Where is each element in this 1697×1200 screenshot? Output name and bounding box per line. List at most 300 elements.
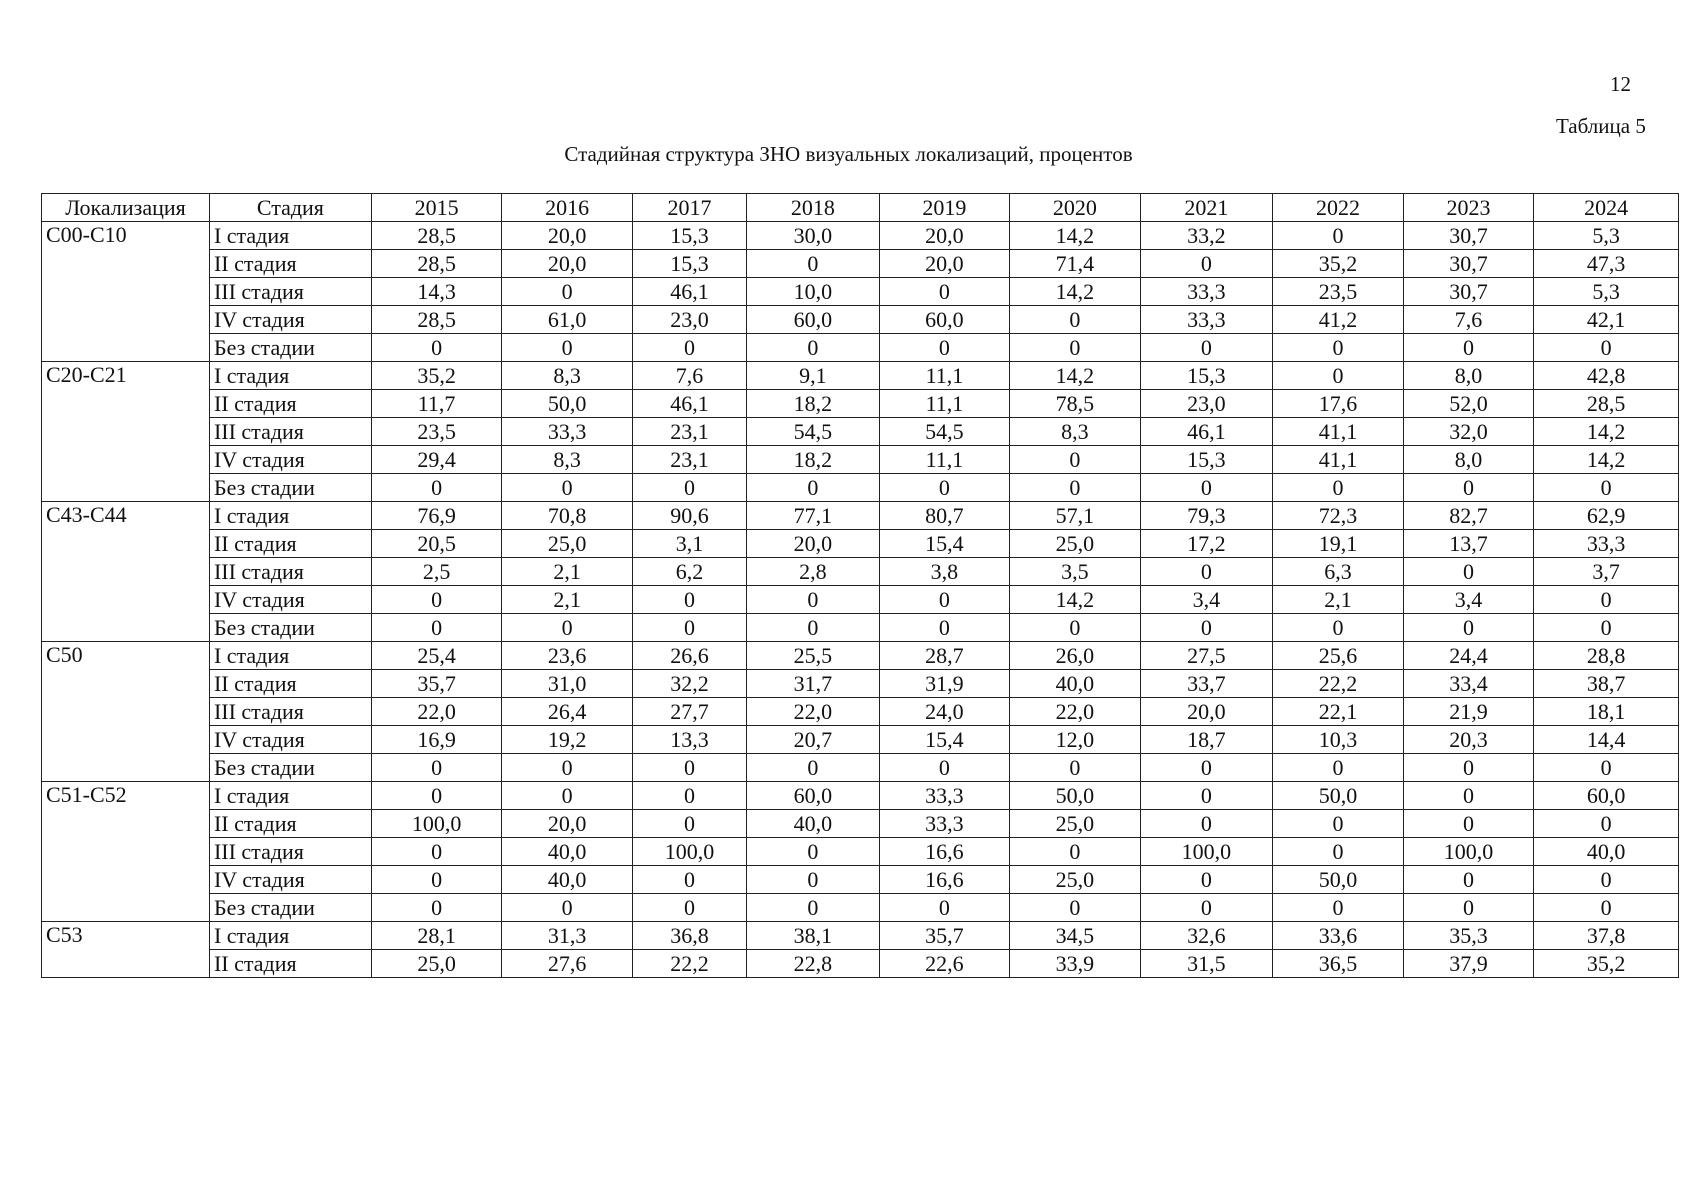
value-cell: 15,4 bbox=[879, 530, 1010, 558]
value-cell: 50,0 bbox=[1273, 782, 1404, 810]
value-cell: 28,5 bbox=[1534, 390, 1679, 418]
value-cell: 77,1 bbox=[747, 502, 880, 530]
page-number: 12 bbox=[1610, 72, 1631, 96]
stage-cell: Без стадии bbox=[209, 334, 371, 362]
value-cell: 0 bbox=[632, 586, 746, 614]
value-cell: 24,4 bbox=[1403, 642, 1534, 670]
value-cell: 36,8 bbox=[632, 922, 746, 950]
value-cell: 0 bbox=[632, 782, 746, 810]
value-cell: 60,0 bbox=[747, 782, 880, 810]
value-cell: 30,7 bbox=[1403, 222, 1534, 250]
value-cell: 14,2 bbox=[1010, 586, 1141, 614]
stage-cell: II стадия bbox=[209, 390, 371, 418]
value-cell: 15,3 bbox=[1140, 446, 1273, 474]
value-cell: 70,8 bbox=[502, 502, 633, 530]
stage-cell: II стадия bbox=[209, 670, 371, 698]
value-cell: 37,9 bbox=[1403, 950, 1534, 978]
value-cell: 0 bbox=[502, 782, 633, 810]
value-cell: 9,1 bbox=[747, 362, 880, 390]
value-cell: 35,7 bbox=[879, 922, 1010, 950]
stage-cell: I стадия bbox=[209, 362, 371, 390]
header-cell: 2017 bbox=[632, 194, 746, 222]
value-cell: 54,5 bbox=[747, 418, 880, 446]
header-cell: 2019 bbox=[879, 194, 1010, 222]
value-cell: 0 bbox=[632, 474, 746, 502]
table-row bbox=[42, 754, 1679, 782]
value-cell: 0 bbox=[1140, 894, 1273, 922]
value-cell: 0 bbox=[1534, 754, 1679, 782]
value-cell: 0 bbox=[1534, 334, 1679, 362]
stage-cell: II стадия bbox=[209, 810, 371, 838]
value-cell: 35,2 bbox=[371, 362, 502, 390]
value-cell: 0 bbox=[747, 894, 880, 922]
header-cell: 2022 bbox=[1273, 194, 1404, 222]
value-cell: 25,0 bbox=[1010, 866, 1141, 894]
stage-cell: III стадия bbox=[209, 698, 371, 726]
localization-cell: С51-С52 bbox=[42, 782, 210, 922]
value-cell: 20,0 bbox=[502, 250, 633, 278]
header-cell: Стадия bbox=[209, 194, 371, 222]
value-cell: 28,1 bbox=[371, 922, 502, 950]
value-cell: 100,0 bbox=[1403, 838, 1534, 866]
value-cell: 33,3 bbox=[502, 418, 633, 446]
value-cell: 0 bbox=[371, 614, 502, 642]
value-cell: 0 bbox=[1273, 754, 1404, 782]
value-cell: 22,6 bbox=[879, 950, 1010, 978]
value-cell: 50,0 bbox=[502, 390, 633, 418]
value-cell: 18,7 bbox=[1140, 726, 1273, 754]
stage-cell: IV стадия bbox=[209, 306, 371, 334]
value-cell: 18,2 bbox=[747, 390, 880, 418]
value-cell: 0 bbox=[747, 614, 880, 642]
value-cell: 7,6 bbox=[1403, 306, 1534, 334]
localization-cell: С00-С10 bbox=[42, 222, 210, 362]
value-cell: 11,1 bbox=[879, 446, 1010, 474]
value-cell: 17,6 bbox=[1273, 390, 1404, 418]
value-cell: 41,2 bbox=[1273, 306, 1404, 334]
table-body bbox=[42, 222, 1679, 978]
value-cell: 0 bbox=[1273, 614, 1404, 642]
value-cell: 20,0 bbox=[502, 222, 633, 250]
value-cell: 36,5 bbox=[1273, 950, 1404, 978]
value-cell: 25,6 bbox=[1273, 642, 1404, 670]
value-cell: 30,7 bbox=[1403, 250, 1534, 278]
stage-cell: IV стадия bbox=[209, 446, 371, 474]
value-cell: 15,3 bbox=[632, 222, 746, 250]
value-cell: 30,7 bbox=[1403, 278, 1534, 306]
localization-cell: С53 bbox=[42, 922, 210, 978]
value-cell: 2,5 bbox=[371, 558, 502, 586]
value-cell: 0 bbox=[1140, 474, 1273, 502]
value-cell: 27,5 bbox=[1140, 642, 1273, 670]
value-cell: 0 bbox=[1534, 810, 1679, 838]
stage-cell: IV стадия bbox=[209, 866, 371, 894]
stage-structure-table bbox=[41, 193, 1679, 978]
value-cell: 22,0 bbox=[1010, 698, 1141, 726]
value-cell: 0 bbox=[1140, 250, 1273, 278]
value-cell: 31,0 bbox=[502, 670, 633, 698]
value-cell: 7,6 bbox=[632, 362, 746, 390]
value-cell: 33,3 bbox=[1534, 530, 1679, 558]
value-cell: 8,0 bbox=[1403, 446, 1534, 474]
value-cell: 0 bbox=[1010, 334, 1141, 362]
value-cell: 0 bbox=[747, 586, 880, 614]
value-cell: 0 bbox=[879, 474, 1010, 502]
value-cell: 28,5 bbox=[371, 250, 502, 278]
table-row bbox=[42, 698, 1679, 726]
value-cell: 42,1 bbox=[1534, 306, 1679, 334]
value-cell: 0 bbox=[1010, 754, 1141, 782]
value-cell: 31,7 bbox=[747, 670, 880, 698]
value-cell: 0 bbox=[1010, 446, 1141, 474]
value-cell: 21,9 bbox=[1403, 698, 1534, 726]
value-cell: 0 bbox=[1140, 558, 1273, 586]
value-cell: 12,0 bbox=[1010, 726, 1141, 754]
stage-cell: I стадия bbox=[209, 922, 371, 950]
value-cell: 0 bbox=[1273, 474, 1404, 502]
table-row bbox=[42, 558, 1679, 586]
stage-cell: II стадия bbox=[209, 950, 371, 978]
value-cell: 33,9 bbox=[1010, 950, 1141, 978]
value-cell: 50,0 bbox=[1010, 782, 1141, 810]
header-cell: 2023 bbox=[1403, 194, 1534, 222]
table-row bbox=[42, 922, 1679, 950]
value-cell: 23,0 bbox=[1140, 390, 1273, 418]
value-cell: 52,0 bbox=[1403, 390, 1534, 418]
value-cell: 100,0 bbox=[632, 838, 746, 866]
value-cell: 37,8 bbox=[1534, 922, 1679, 950]
stage-cell: II стадия bbox=[209, 250, 371, 278]
value-cell: 15,4 bbox=[879, 726, 1010, 754]
table-row bbox=[42, 838, 1679, 866]
value-cell: 100,0 bbox=[371, 810, 502, 838]
value-cell: 33,3 bbox=[1140, 278, 1273, 306]
value-cell: 0 bbox=[502, 334, 633, 362]
value-cell: 19,1 bbox=[1273, 530, 1404, 558]
value-cell: 0 bbox=[879, 278, 1010, 306]
value-cell: 11,1 bbox=[879, 390, 1010, 418]
value-cell: 0 bbox=[1010, 474, 1141, 502]
value-cell: 0 bbox=[879, 614, 1010, 642]
value-cell: 26,6 bbox=[632, 642, 746, 670]
value-cell: 10,0 bbox=[747, 278, 880, 306]
table-row bbox=[42, 530, 1679, 558]
value-cell: 35,2 bbox=[1273, 250, 1404, 278]
value-cell: 33,7 bbox=[1140, 670, 1273, 698]
value-cell: 25,5 bbox=[747, 642, 880, 670]
table-row bbox=[42, 418, 1679, 446]
value-cell: 31,3 bbox=[502, 922, 633, 950]
value-cell: 0 bbox=[632, 334, 746, 362]
value-cell: 26,0 bbox=[1010, 642, 1141, 670]
table-row bbox=[42, 362, 1679, 390]
value-cell: 8,0 bbox=[1403, 362, 1534, 390]
stage-cell: III стадия bbox=[209, 558, 371, 586]
value-cell: 0 bbox=[1403, 754, 1534, 782]
value-cell: 24,0 bbox=[879, 698, 1010, 726]
value-cell: 0 bbox=[747, 474, 880, 502]
value-cell: 2,1 bbox=[502, 586, 633, 614]
value-cell: 27,6 bbox=[502, 950, 633, 978]
value-cell: 60,0 bbox=[879, 306, 1010, 334]
value-cell: 0 bbox=[1534, 894, 1679, 922]
value-cell: 26,4 bbox=[502, 698, 633, 726]
stage-cell: IV стадия bbox=[209, 726, 371, 754]
value-cell: 46,1 bbox=[1140, 418, 1273, 446]
value-cell: 0 bbox=[747, 250, 880, 278]
value-cell: 3,4 bbox=[1403, 586, 1534, 614]
value-cell: 22,1 bbox=[1273, 698, 1404, 726]
table-row bbox=[42, 810, 1679, 838]
value-cell: 0 bbox=[1140, 754, 1273, 782]
value-cell: 35,7 bbox=[371, 670, 502, 698]
value-cell: 14,2 bbox=[1010, 278, 1141, 306]
value-cell: 61,0 bbox=[502, 306, 633, 334]
value-cell: 40,0 bbox=[502, 838, 633, 866]
value-cell: 80,7 bbox=[879, 502, 1010, 530]
table-row bbox=[42, 894, 1679, 922]
table-row bbox=[42, 278, 1679, 306]
value-cell: 28,5 bbox=[371, 222, 502, 250]
table-title: Стадийная структура ЗНО визуальных локализаций, процентов bbox=[564, 142, 1133, 166]
value-cell: 0 bbox=[1534, 614, 1679, 642]
value-cell: 33,6 bbox=[1273, 922, 1404, 950]
table-row bbox=[42, 642, 1679, 670]
value-cell: 41,1 bbox=[1273, 446, 1404, 474]
stage-cell: III стадия bbox=[209, 278, 371, 306]
table-row bbox=[42, 586, 1679, 614]
value-cell: 40,0 bbox=[502, 866, 633, 894]
value-cell: 50,0 bbox=[1273, 866, 1404, 894]
value-cell: 32,0 bbox=[1403, 418, 1534, 446]
value-cell: 20,0 bbox=[502, 810, 633, 838]
value-cell: 5,3 bbox=[1534, 222, 1679, 250]
table-row bbox=[42, 474, 1679, 502]
value-cell: 0 bbox=[747, 866, 880, 894]
value-cell: 22,2 bbox=[1273, 670, 1404, 698]
value-cell: 0 bbox=[632, 810, 746, 838]
value-cell: 25,0 bbox=[502, 530, 633, 558]
value-cell: 14,2 bbox=[1010, 222, 1141, 250]
value-cell: 62,9 bbox=[1534, 502, 1679, 530]
value-cell: 0 bbox=[1140, 614, 1273, 642]
value-cell: 79,3 bbox=[1140, 502, 1273, 530]
value-cell: 46,1 bbox=[632, 278, 746, 306]
value-cell: 0 bbox=[1010, 614, 1141, 642]
value-cell: 2,1 bbox=[502, 558, 633, 586]
stage-cell: IV стадия bbox=[209, 586, 371, 614]
value-cell: 25,0 bbox=[1010, 530, 1141, 558]
value-cell: 6,3 bbox=[1273, 558, 1404, 586]
stage-cell: I стадия bbox=[209, 642, 371, 670]
value-cell: 29,4 bbox=[371, 446, 502, 474]
value-cell: 34,5 bbox=[1010, 922, 1141, 950]
value-cell: 3,5 bbox=[1010, 558, 1141, 586]
value-cell: 15,3 bbox=[632, 250, 746, 278]
value-cell: 0 bbox=[371, 782, 502, 810]
value-cell: 40,0 bbox=[1534, 838, 1679, 866]
stage-cell: III стадия bbox=[209, 838, 371, 866]
value-cell: 2,1 bbox=[1273, 586, 1404, 614]
value-cell: 23,5 bbox=[1273, 278, 1404, 306]
table-row bbox=[42, 446, 1679, 474]
value-cell: 14,4 bbox=[1534, 726, 1679, 754]
value-cell: 40,0 bbox=[747, 810, 880, 838]
value-cell: 0 bbox=[1534, 474, 1679, 502]
value-cell: 3,8 bbox=[879, 558, 1010, 586]
stage-cell: I стадия bbox=[209, 502, 371, 530]
header-cell: Локализация bbox=[42, 194, 210, 222]
value-cell: 0 bbox=[1403, 334, 1534, 362]
value-cell: 0 bbox=[1534, 866, 1679, 894]
value-cell: 0 bbox=[1403, 866, 1534, 894]
value-cell: 90,6 bbox=[632, 502, 746, 530]
value-cell: 20,7 bbox=[747, 726, 880, 754]
value-cell: 60,0 bbox=[1534, 782, 1679, 810]
value-cell: 33,2 bbox=[1140, 222, 1273, 250]
value-cell: 40,0 bbox=[1010, 670, 1141, 698]
table-row bbox=[42, 726, 1679, 754]
table-row bbox=[42, 782, 1679, 810]
value-cell: 0 bbox=[371, 754, 502, 782]
value-cell: 0 bbox=[1140, 866, 1273, 894]
value-cell: 3,7 bbox=[1534, 558, 1679, 586]
value-cell: 13,3 bbox=[632, 726, 746, 754]
table-row bbox=[42, 306, 1679, 334]
value-cell: 0 bbox=[632, 894, 746, 922]
value-cell: 46,1 bbox=[632, 390, 746, 418]
stage-cell: II стадия bbox=[209, 530, 371, 558]
value-cell: 13,7 bbox=[1403, 530, 1534, 558]
value-cell: 0 bbox=[632, 614, 746, 642]
value-cell: 11,1 bbox=[879, 362, 1010, 390]
value-cell: 0 bbox=[1403, 474, 1534, 502]
value-cell: 0 bbox=[632, 754, 746, 782]
table-row bbox=[42, 866, 1679, 894]
table-row bbox=[42, 614, 1679, 642]
value-cell: 72,3 bbox=[1273, 502, 1404, 530]
value-cell: 0 bbox=[371, 586, 502, 614]
value-cell: 32,2 bbox=[632, 670, 746, 698]
table-caption: Таблица 5 bbox=[1556, 114, 1646, 138]
value-cell: 28,7 bbox=[879, 642, 1010, 670]
stage-cell: I стадия bbox=[209, 222, 371, 250]
value-cell: 0 bbox=[632, 866, 746, 894]
value-cell: 57,1 bbox=[1010, 502, 1141, 530]
value-cell: 0 bbox=[1273, 838, 1404, 866]
value-cell: 33,3 bbox=[879, 782, 1010, 810]
value-cell: 11,7 bbox=[371, 390, 502, 418]
header-cell: 2016 bbox=[502, 194, 633, 222]
value-cell: 0 bbox=[1403, 810, 1534, 838]
value-cell: 31,5 bbox=[1140, 950, 1273, 978]
value-cell: 3,4 bbox=[1140, 586, 1273, 614]
value-cell: 14,2 bbox=[1010, 362, 1141, 390]
value-cell: 0 bbox=[1140, 810, 1273, 838]
value-cell: 31,9 bbox=[879, 670, 1010, 698]
value-cell: 20,0 bbox=[1140, 698, 1273, 726]
value-cell: 20,0 bbox=[879, 250, 1010, 278]
value-cell: 0 bbox=[502, 894, 633, 922]
value-cell: 78,5 bbox=[1010, 390, 1141, 418]
header-cell: 2015 bbox=[371, 194, 502, 222]
value-cell: 0 bbox=[1403, 894, 1534, 922]
value-cell: 54,5 bbox=[879, 418, 1010, 446]
value-cell: 16,6 bbox=[879, 866, 1010, 894]
value-cell: 16,9 bbox=[371, 726, 502, 754]
value-cell: 14,3 bbox=[371, 278, 502, 306]
value-cell: 0 bbox=[371, 474, 502, 502]
table-row bbox=[42, 250, 1679, 278]
value-cell: 18,2 bbox=[747, 446, 880, 474]
value-cell: 47,3 bbox=[1534, 250, 1679, 278]
value-cell: 28,8 bbox=[1534, 642, 1679, 670]
value-cell: 0 bbox=[502, 474, 633, 502]
value-cell: 22,8 bbox=[747, 950, 880, 978]
stage-cell: Без стадии bbox=[209, 894, 371, 922]
value-cell: 60,0 bbox=[747, 306, 880, 334]
value-cell: 5,3 bbox=[1534, 278, 1679, 306]
value-cell: 20,5 bbox=[371, 530, 502, 558]
value-cell: 28,5 bbox=[371, 306, 502, 334]
value-cell: 14,2 bbox=[1534, 446, 1679, 474]
table-row bbox=[42, 334, 1679, 362]
value-cell: 3,1 bbox=[632, 530, 746, 558]
stage-cell: Без стадии bbox=[209, 754, 371, 782]
value-cell: 0 bbox=[1010, 838, 1141, 866]
value-cell: 22,0 bbox=[747, 698, 880, 726]
value-cell: 10,3 bbox=[1273, 726, 1404, 754]
value-cell: 23,6 bbox=[502, 642, 633, 670]
localization-cell: С50 bbox=[42, 642, 210, 782]
table-row bbox=[42, 950, 1679, 978]
value-cell: 16,6 bbox=[879, 838, 1010, 866]
value-cell: 0 bbox=[1273, 334, 1404, 362]
value-cell: 0 bbox=[1273, 894, 1404, 922]
value-cell: 0 bbox=[1010, 306, 1141, 334]
table-row bbox=[42, 222, 1679, 250]
value-cell: 0 bbox=[747, 754, 880, 782]
table-row bbox=[42, 502, 1679, 530]
value-cell: 32,6 bbox=[1140, 922, 1273, 950]
value-cell: 27,7 bbox=[632, 698, 746, 726]
stage-cell: Без стадии bbox=[209, 474, 371, 502]
value-cell: 6,2 bbox=[632, 558, 746, 586]
value-cell: 33,3 bbox=[1140, 306, 1273, 334]
value-cell: 17,2 bbox=[1140, 530, 1273, 558]
value-cell: 8,3 bbox=[502, 362, 633, 390]
value-cell: 0 bbox=[1403, 614, 1534, 642]
value-cell: 20,3 bbox=[1403, 726, 1534, 754]
stage-cell: I стадия bbox=[209, 782, 371, 810]
value-cell: 20,0 bbox=[879, 222, 1010, 250]
value-cell: 71,4 bbox=[1010, 250, 1141, 278]
value-cell: 42,8 bbox=[1534, 362, 1679, 390]
value-cell: 8,3 bbox=[502, 446, 633, 474]
value-cell: 0 bbox=[502, 614, 633, 642]
value-cell: 0 bbox=[1273, 362, 1404, 390]
value-cell: 25,0 bbox=[1010, 810, 1141, 838]
value-cell: 0 bbox=[1273, 222, 1404, 250]
header-cell: 2024 bbox=[1534, 194, 1679, 222]
value-cell: 14,2 bbox=[1534, 418, 1679, 446]
value-cell: 0 bbox=[371, 866, 502, 894]
value-cell: 23,0 bbox=[632, 306, 746, 334]
stage-cell: III стадия bbox=[209, 418, 371, 446]
value-cell: 18,1 bbox=[1534, 698, 1679, 726]
value-cell: 19,2 bbox=[502, 726, 633, 754]
value-cell: 0 bbox=[502, 754, 633, 782]
